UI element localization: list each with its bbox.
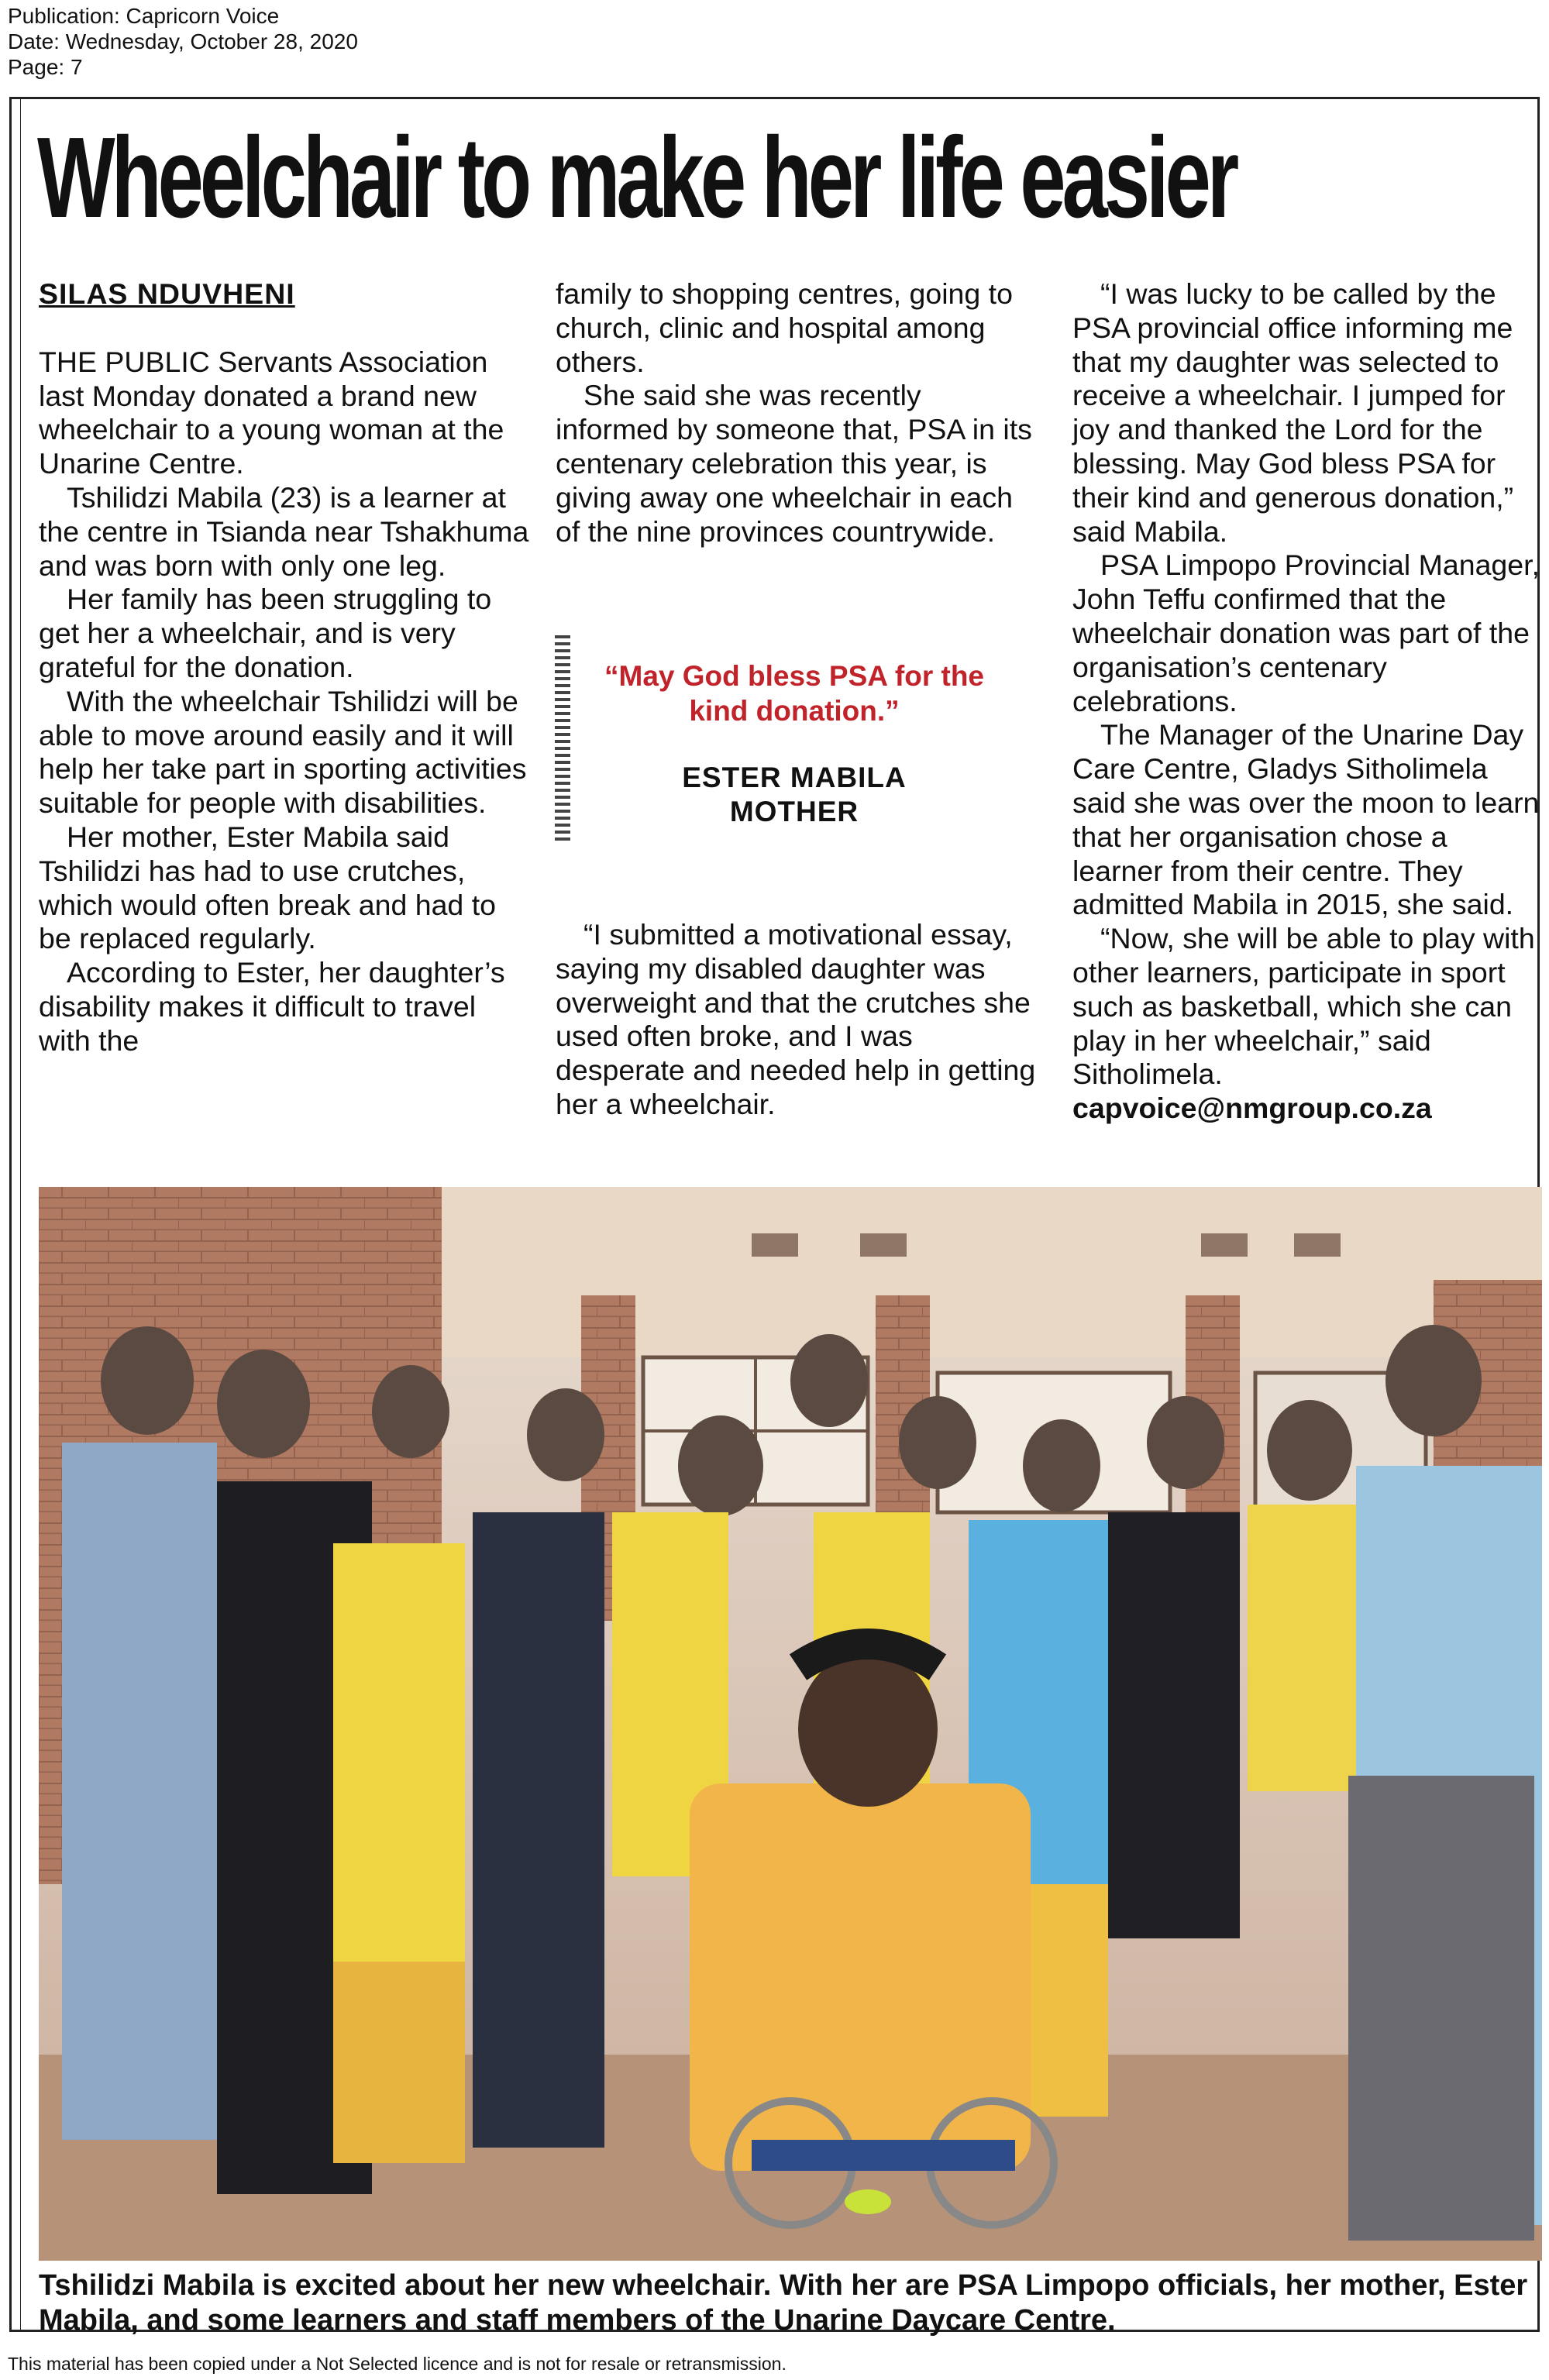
- paragraph: Her family has been struggling to get her a wheelchair, and is very grateful for the donation.: [39, 583, 492, 683]
- publication-meta: [8, 3, 358, 80]
- article-column-2-lower: [556, 918, 1036, 1122]
- paragraph: PSA Limpopo Provincial Manager, John Teffu confirmed that the wheelchair donation was part of the organisation’s centenary celebrations.: [1072, 549, 1540, 717]
- paragraph: Her mother, Ester Mabila said Tshilidzi has had to use crutches, which would often break and had to be replaced regularly.: [39, 820, 496, 955]
- paragraph: family to shopping centres, going to church, clinic and hospital among others.: [556, 277, 1013, 378]
- paragraph: The Manager of the Unarine Day Care Centre, Gladys Sitholimela said she was over the moon to learn that her organisation chose a learner from their centre. They admitted Mabila in 2015, she said.: [1072, 718, 1540, 921]
- pullquote-role: MOTHER: [729, 796, 859, 827]
- article-column-1: [39, 277, 535, 1058]
- article-column-3: [1072, 277, 1545, 1126]
- group-photo: [39, 1187, 1542, 2261]
- group-photo-illustration: [39, 1187, 1542, 2261]
- contact-email: capvoice@nmgroup.co.za: [1072, 1092, 1432, 1125]
- photo-caption: Tshilidzi Mabila is excited about her new wheelchair. With her are PSA Limpopo officials, her mother, Ester Mabila, and some learners and staff members of the Unarine Daycare Centre.: [39, 2269, 1528, 2337]
- pullquote: [597, 659, 992, 829]
- paragraph: According to Ester, her daughter’s disability makes it difficult to travel with the: [39, 956, 505, 1057]
- headline: Wheelchair to make her life easier: [37, 114, 1236, 242]
- licence-footer: This material has been copied under a Not Selected licence and is not for resale or retransmission.: [8, 2354, 787, 2374]
- paragraph: THE PUBLIC Servants Association last Monday donated a brand new wheelchair to a young woman at the Unarine Centre.: [39, 345, 504, 480]
- byline: SILAS NDUVHENI: [39, 277, 295, 310]
- paragraph: With the wheelchair Tshilidzi will be able to move around easily and it will help her take part in sporting activities suitable for people with disabilities.: [39, 684, 527, 820]
- page-number: Page: 7: [8, 55, 83, 79]
- paragraph: Tshilidzi Mabila (23) is a learner at the centre in Tsianda near Tshakhuma and was born with only one leg.: [39, 480, 529, 582]
- publication-name: Publication: Capricorn Voice: [8, 4, 280, 28]
- frame-inner-rule: [20, 97, 21, 2332]
- paragraph: She said she was recently informed by someone that, PSA in its centenary celebration this year, is giving away one wheelchair in each of the nine provinces countrywide.: [556, 379, 1032, 548]
- publication-date: Date: Wednesday, October 28, 2020: [8, 29, 358, 53]
- pullquote-name: ESTER MABILA: [682, 762, 907, 793]
- article-column-2: [556, 277, 1036, 549]
- paragraph: “I was lucky to be called by the PSA provincial office informing me that my daughter was selected to receive a wheelchair. I jumped for joy and thanked the Lord for the blessing. May God bless PSA for their kind and generous donation,” said Mabila.: [1072, 277, 1514, 548]
- paragraph: “Now, she will be able to play with other learners, participate in sport such as basketball, which she can play in her wheelchair,” said Sitholimela.: [1072, 922, 1535, 1091]
- pullquote-rule: [555, 635, 570, 841]
- pullquote-attribution: [597, 761, 992, 829]
- paragraph: “I submitted a motivational essay, saying my disabled daughter was overweight and that the crutches she used often broke, and I was desperate and needed help in getting her a wheelchair.: [556, 918, 1036, 1120]
- pullquote-text: “May God bless PSA for the kind donation.”: [604, 660, 984, 727]
